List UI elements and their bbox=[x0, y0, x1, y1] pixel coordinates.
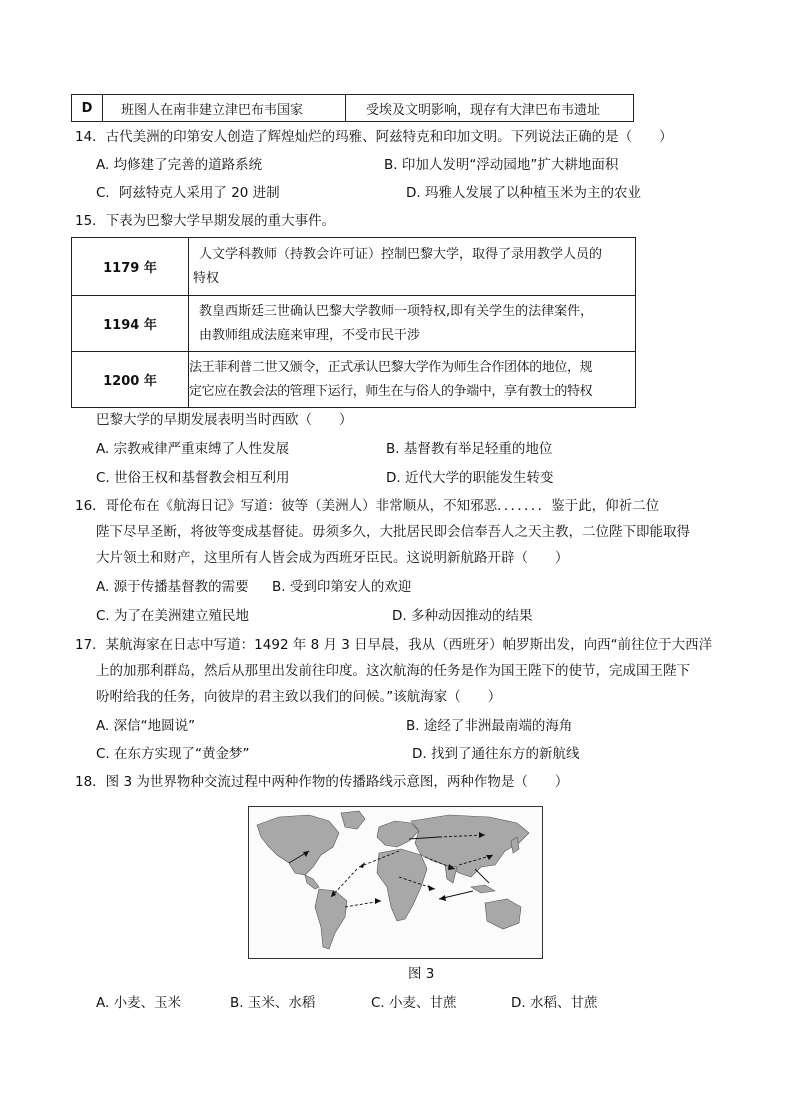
q18-option-d[interactable]: D. 水稻、甘蔗 bbox=[511, 995, 598, 1011]
q15-option-d[interactable]: D. 近代大学的职能发生转变 bbox=[386, 470, 554, 486]
q15-question: 巴黎大学的早期发展表明当时西欧（ ） bbox=[96, 412, 353, 428]
q15-event-1194-line1: 教皇西斯廷三世确认巴黎大学教师一项特权,即有关学生的法律案件， bbox=[199, 303, 594, 319]
q17-option-b[interactable]: B. 途经了非洲最南端的海角 bbox=[406, 718, 573, 734]
q15-year-1200: 1200 年 bbox=[72, 352, 189, 408]
world-map-icon bbox=[249, 807, 541, 957]
q18-option-b[interactable]: B. 玉米、水稻 bbox=[230, 995, 316, 1011]
q17-line3: 吩咐给我的任务，向彼岸的君主致以我们的问候。”该航海家（ ） bbox=[96, 689, 502, 705]
q18-stem: 18．图 3 为世界物种交流过程中两种作物的传播路线示意图，两种作物是（ ） bbox=[75, 774, 569, 790]
q15-option-b[interactable]: B. 基督教有举足轻重的地位 bbox=[386, 441, 553, 457]
q14-option-d[interactable]: D. 玛雅人发展了以种植玉米为主的农业 bbox=[406, 185, 641, 201]
q15-year-1194: 1194 年 bbox=[72, 296, 189, 352]
q15-event-1200 bbox=[189, 352, 636, 408]
europe-shape bbox=[377, 821, 419, 847]
arrowhead-7 bbox=[428, 885, 435, 891]
greenland-shape bbox=[341, 811, 365, 829]
australia-shape bbox=[485, 899, 521, 929]
q17-line2: 上的加那利群岛，然后从那里出发前往印度。这次航海的任务是作为国王陛下的使节，完成国王陛下 bbox=[96, 663, 690, 679]
route-arrow-10 bbox=[475, 869, 489, 883]
route-arrow-2 bbox=[331, 869, 357, 897]
central-america-shape bbox=[305, 875, 319, 889]
q17-option-a[interactable]: A. 深信“地圆说” bbox=[96, 718, 196, 734]
q15-table bbox=[71, 237, 636, 408]
q18-figure-caption: 图 3 bbox=[408, 966, 435, 982]
q15-event-1179-line1: 人文学科教师（持教会许可证）控制巴黎大学，取得了录用教学人员的 bbox=[199, 246, 603, 262]
q16-option-b[interactable]: B. 受到印第安人的欢迎 bbox=[272, 579, 412, 595]
q14-option-a[interactable]: A. 均修建了完善的道路系统 bbox=[96, 157, 263, 173]
q15-option-c[interactable]: C. 世俗王权和基督教会相互利用 bbox=[96, 470, 290, 486]
world-map-figure bbox=[248, 806, 543, 959]
q15-event-1200-line2: 定它应在教会法的管理下运行，师生在与俗人的争端中，享有教士的特权 bbox=[189, 383, 593, 399]
q17-line1: 17．某航海家在日志中写道：1492 年 8 月 3 日早晨，我从（西班牙）帕罗斯出发，向西“前往位于大西洋 bbox=[75, 637, 713, 653]
q16-line2: 陛下尽早圣断，将彼等变成基督徒。毋须多久，大批居民即会信奉吾人之天主教，二位陛下即能取得 bbox=[96, 524, 690, 540]
q14-stem: 14．古代美洲的印第安人创造了辉煌灿烂的玛雅、阿兹特克和印加文明。下列说法正确的是（ ） bbox=[75, 129, 673, 145]
row-col1: 班图人在南非建立津巴布韦国家 bbox=[103, 95, 346, 122]
q15-event-1194 bbox=[189, 296, 636, 352]
q15-event-1179-line2: 特权 bbox=[193, 270, 220, 286]
africa-shape bbox=[377, 849, 427, 921]
south-america-shape bbox=[315, 889, 347, 949]
q16-option-c[interactable]: C. 为了在美洲建立殖民地 bbox=[96, 608, 250, 624]
asia-shape bbox=[411, 815, 529, 877]
q17-option-d[interactable]: D. 找到了通往东方的新航线 bbox=[412, 746, 580, 762]
q15-event-1200-line1: 法王菲利普二世又颁令，正式承认巴黎大学作为师生合作团体的地位，规 bbox=[189, 359, 593, 375]
row-col2: 受埃及文明影响，现存有大津巴布韦遗址 bbox=[346, 95, 634, 122]
table-row-d bbox=[71, 94, 634, 122]
indonesia-shape bbox=[471, 885, 495, 893]
q16-option-d[interactable]: D. 多种动因推动的结果 bbox=[392, 608, 533, 624]
arrowhead-8 bbox=[439, 895, 446, 901]
q15-option-a[interactable]: A. 宗教戒律严重束缚了人性发展 bbox=[96, 441, 290, 457]
q15-event-1194-line2: 由教师组成法庭来审理，不受市民干涉 bbox=[199, 327, 421, 343]
q16-option-a[interactable]: A. 源于传播基督教的需要 bbox=[96, 579, 249, 595]
q18-option-a[interactable]: A. 小麦、玉米 bbox=[96, 995, 182, 1011]
q15-event-1179 bbox=[189, 238, 636, 296]
row-label: D bbox=[72, 95, 103, 122]
q16-line1: 16．哥伦布在《航海日记》写道：彼等（美洲人）非常顺从，不知邪恶．．．．．．．鉴于此，仰祈二位 bbox=[75, 498, 660, 514]
q14-option-b[interactable]: B. 印加人发明“浮动园地”扩大耕地面积 bbox=[384, 157, 619, 173]
q17-option-c[interactable]: C. 在东方实现了“黄金梦” bbox=[96, 746, 250, 762]
q15-stem: 15．下表为巴黎大学早期发展的重大事件。 bbox=[75, 213, 336, 229]
q14-option-c[interactable]: C．阿兹特克人采用了 20 进制 bbox=[96, 185, 280, 201]
north-america-shape bbox=[257, 815, 339, 875]
q18-option-c[interactable]: C. 小麦、甘蔗 bbox=[371, 995, 457, 1011]
arrowhead-9 bbox=[375, 898, 381, 904]
q15-year-1179: 1179 年 bbox=[72, 238, 189, 296]
q16-line3: 大片领土和财产，这里所有人皆会成为西班牙臣民。这说明新航路开辟（ ） bbox=[96, 550, 569, 566]
